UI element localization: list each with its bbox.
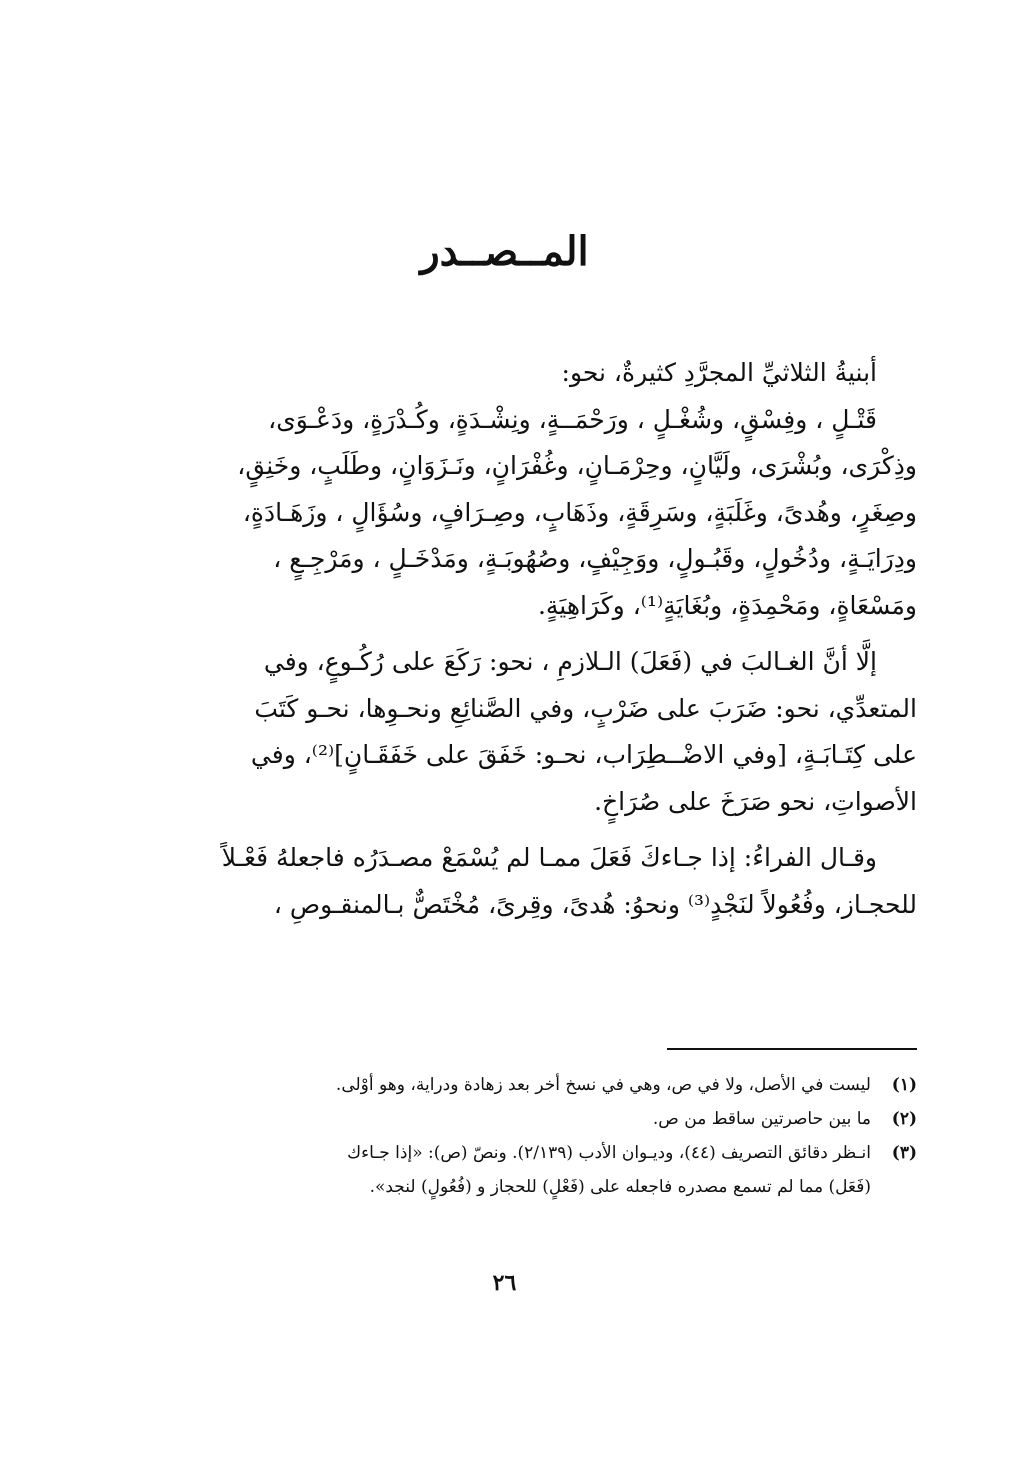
footnote-number: (١) [891,1075,917,1095]
text-line: وصِغَرٍ، وهُدىً، وغَلَبَةٍ، وسَرِقَةٍ، وذَهَابٍ، وصِـرَافٍ، وسُؤَالٍ ، وزَهَـادَةٍ، [242,497,917,527]
text-line: وقـال الفراءُ: إذا جـاءكَ فَعَلَ ممـا لم يُسْمَعْ مصـدَرُه فاجعلهُ فَعْـلاً [221,843,877,872]
text-line: للحجـاز، وفُعُولاً لنَجْدٍ⁽³⁾ ونحوُ: هُدىً، وقِرىً، مُخْتَصٌّ بـالمنقـوصِ ، [273,889,917,919]
page-number: ٢٦ [492,1270,517,1296]
footnote-text: (فَعَل) مما لم تسمع مصدره فاجعله على (فَعْلٍ) للحجاز و (فُعُولٍ) لنجد». [369,1177,871,1197]
footnote-separator [667,1048,917,1050]
text-line: ودِرَايَـةٍ، ودُخُولٍ، وقَبُـولٍ، ووَجِيْفٍ، وصُهُوبَـةٍ، ومَدْخَـلٍ ، ومَرْجِـعٍ ، [273,544,917,573]
main-text [177,350,917,938]
paragraph-3 [177,835,917,928]
text-line: قَتْـلٍ ، وفِسْقٍ، وشُغْـلٍ ، ورَحْمَــةٍ، ونِشْـدَةٍ، وكُـدْرَةٍ، ودَعْـوَى، [268,404,877,434]
page-title: المــصــدر [420,228,589,275]
text-line: المتعدِّي، نحو: ضَرَبَ على ضَرْبٍ، وفي الصَّنائِعِ ونحـوِها، نحـو كَتَبَ [254,693,917,723]
text-line: الأصواتِ، نحو صَرَخَ على صُرَاخٍ. [594,786,917,816]
text-line: على كِتَـابَـةٍ، [وفي الاضْــطِرَاب، نحـو: خَفَقَ على خَفَقَـانٍ]⁽²⁾، وفي [250,740,917,769]
text-line: ومَسْعَاةٍ، ومَحْمِدَةٍ، وبُغَايَةٍ⁽¹⁾، وكَرَاهِيَةٍ. [537,590,917,620]
footnote-2 [177,1102,917,1136]
footnote-number: (٣) [891,1143,917,1163]
footnote-text: انـظر دقائق التصريف (٤٤)، وديـوان الأدب (٢/١٣٩). ونصّ (ص): «إذا جـاءك [347,1143,871,1163]
text-line: وذِكْرَى، وبُشْرَى، ولَيَّانٍ، وحِرْمَـانٍ، وغُفْرَانٍ، ونَـزَوَانٍ، وطَلَبٍ، وخَنِقٍ، [237,451,917,480]
paragraph-2 [177,639,917,825]
footnote-1 [177,1068,917,1102]
text-line: أبنيةُ الثلاثيِّ المجرَّدِ كثيرةٌ، نحو: [561,358,877,387]
footnote-text: ليست في الأصل، ولا في ص، وهي في نسخ أخر بعد زهادة ودراية، وهو أوْلى. [335,1075,871,1095]
footnote-3 [177,1136,917,1204]
text-line: إلَّا أنَّ الغـالبَ في (فَعَلَ) الـلازمِ ، نحو: رَكَعَ على رُكُـوعٍ، وفي [263,647,877,676]
paragraph-1 [177,350,917,629]
footnotes [177,1068,917,1204]
footnote-text: ما بين حاصرتين ساقط من ص. [652,1109,871,1129]
footnote-number: (٢) [891,1109,917,1129]
